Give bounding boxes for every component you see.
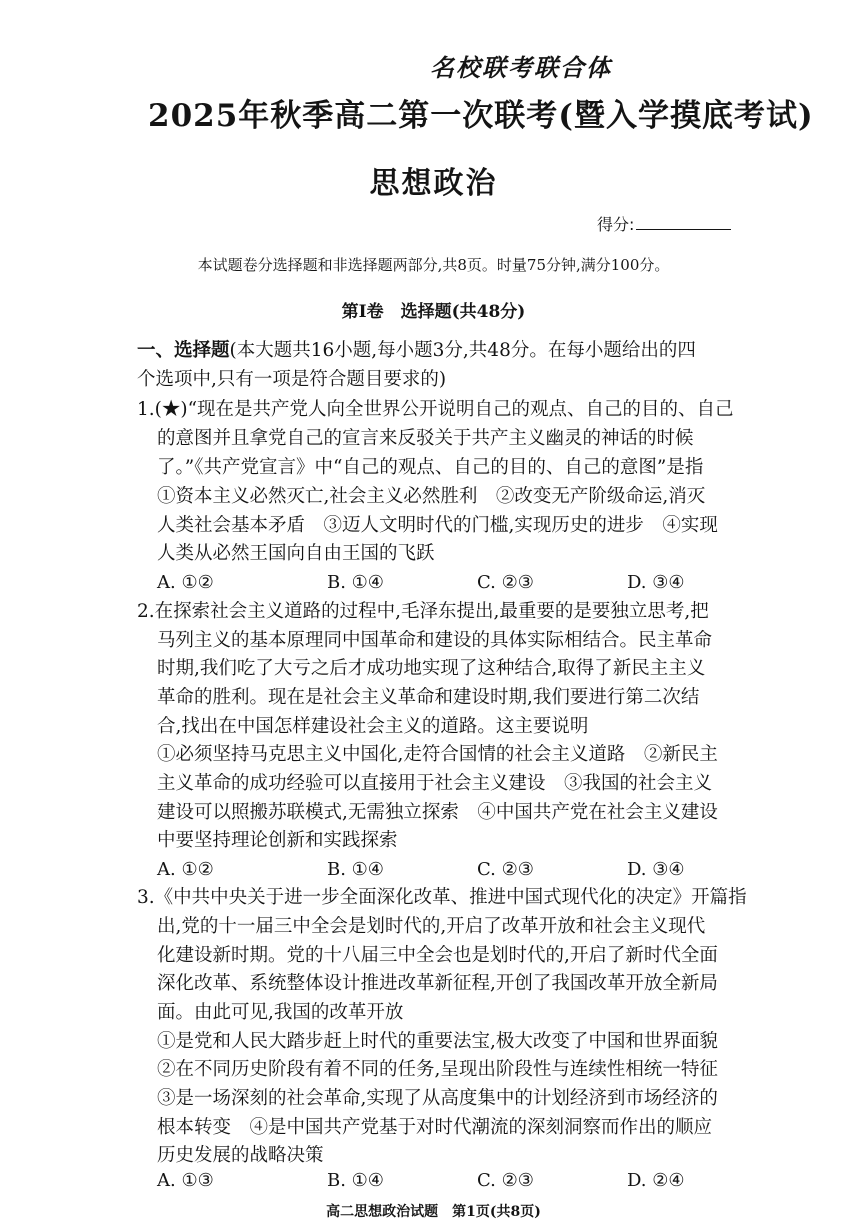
question-1-option-d[interactable]: D. ③④ [627, 572, 685, 593]
organizer-name: 名校联考联合体 [430, 53, 612, 82]
question-3-statement: ①是党和人民大踏步赶上时代的重要法宝,极大改变了中国和世界面貌 [157, 1031, 718, 1052]
question-2-statement: 中要坚持理论创新和实践探索 [157, 830, 398, 851]
section-description: (本大题共16小题,每小题3分,共48分。在每小题给出的四 [229, 340, 696, 361]
question-3-statement: 历史发展的战略决策 [157, 1145, 324, 1166]
question-3-statement: 根本转变 ④是中国共产党基于对时代潮流的深刻洞察而作出的顺应 [157, 1117, 713, 1138]
question-1-stem: 1.(★)“现在是共产党人向全世界公开说明自己的观点、自己的目的、自己 [137, 399, 734, 420]
question-2-option-d[interactable]: D. ③④ [627, 859, 685, 880]
question-2-stem: 革命的胜利。现在是社会主义革命和建设时期,我们要进行第二次结 [157, 687, 700, 708]
question-3-stem: 3.《中共中央关于进一步全面深化改革、推进中国式现代化的决定》开篇指 [137, 887, 747, 908]
question-2-stem: 合,找出在中国怎样建设社会主义的道路。这主要说明 [157, 716, 589, 737]
question-3-stem: 化建设新时期。党的十八届三中全会也是划时代的,开启了新时代全面 [157, 945, 718, 966]
section-title: 一、选择题 [137, 340, 230, 361]
question-2-option-a[interactable]: A. ①② [157, 859, 214, 880]
section-heading [137, 338, 696, 364]
score-field [597, 212, 731, 235]
score-blank [636, 215, 731, 230]
question-2-statement: ①必须坚持马克思主义中国化,走符合国情的社会主义道路 ②新民主 [157, 744, 718, 765]
question-3-option-b[interactable]: B. ①④ [327, 1170, 384, 1191]
part-heading: 第Ⅰ卷 选择题(共48分) [341, 302, 526, 322]
question-2-statement: 建设可以照搬苏联模式,无需独立探索 ④中国共产党在社会主义建设 [157, 802, 718, 823]
question-3-statement: ③是一场深刻的社会革命,实现了从高度集中的计划经济到市场经济的 [157, 1088, 718, 1109]
question-1-statement: 人类从必然王国向自由王国的飞跃 [157, 543, 435, 564]
question-1-stem: 的意图并且拿党自己的宣言来反驳关于共产主义幽灵的神话的时候 [157, 428, 694, 449]
question-3-statement: ②在不同历史阶段有着不同的任务,呈现出阶段性与连续性相统一特征 [157, 1059, 718, 1080]
question-2-stem: 时期,我们吃了大亏之后才成功地实现了这种结合,取得了新民主主义 [157, 658, 706, 679]
section-description-cont: 个选项中,只有一项是符合题目要求的) [137, 369, 447, 390]
question-1-option-a[interactable]: A. ①② [157, 572, 214, 593]
question-2-statement: 主义革命的成功经验可以直接用于社会主义建设 ③我国的社会主义 [157, 773, 713, 794]
question-1-statement: ①资本主义必然灭亡,社会主义必然胜利 ②改变无产阶级命运,消灭 [157, 486, 706, 507]
exam-notice: 本试题卷分选择题和非选择题两部分,共8页。时量75分钟,满分100分。 [197, 256, 670, 274]
subject-title: 思想政治 [369, 166, 498, 201]
question-2-stem: 2.在探索社会主义道路的过程中,毛泽东提出,最重要的是要独立思考,把 [137, 601, 709, 622]
question-2-option-c[interactable]: C. ②③ [477, 859, 534, 880]
question-3-option-a[interactable]: A. ①③ [157, 1170, 214, 1191]
question-1-statement: 人类社会基本矛盾 ③迈人文明时代的门槛,实现历史的进步 ④实现 [157, 515, 718, 536]
question-1-option-b[interactable]: B. ①④ [327, 572, 384, 593]
question-3-stem: 出,党的十一届三中全会是划时代的,开启了改革开放和社会主义现代 [157, 916, 706, 937]
question-3-option-c[interactable]: C. ②③ [477, 1170, 534, 1191]
score-label: 得分: [597, 215, 635, 234]
page-footer: 高二思想政治试题 第1页(共8页) [326, 1204, 541, 1220]
question-2-option-b[interactable]: B. ①④ [327, 859, 384, 880]
question-1-stem: 了。”《共产党宣言》中“自己的观点、自己的目的、自己的意图”是指 [157, 457, 704, 478]
exam-title: 2025年秋季高二第一次联考(暨入学摸底考试) [148, 98, 814, 134]
question-3-option-d[interactable]: D. ②④ [627, 1170, 685, 1191]
question-3-stem: 深化改革、系统整体设计推进改革新征程,开创了我国改革开放全新局 [157, 973, 718, 994]
question-3-stem: 面。由此可见,我国的改革开放 [157, 1002, 404, 1023]
question-2-stem: 马列主义的基本原理同中国革命和建设的具体实际相结合。民主革命 [157, 630, 713, 651]
question-1-option-c[interactable]: C. ②③ [477, 572, 534, 593]
